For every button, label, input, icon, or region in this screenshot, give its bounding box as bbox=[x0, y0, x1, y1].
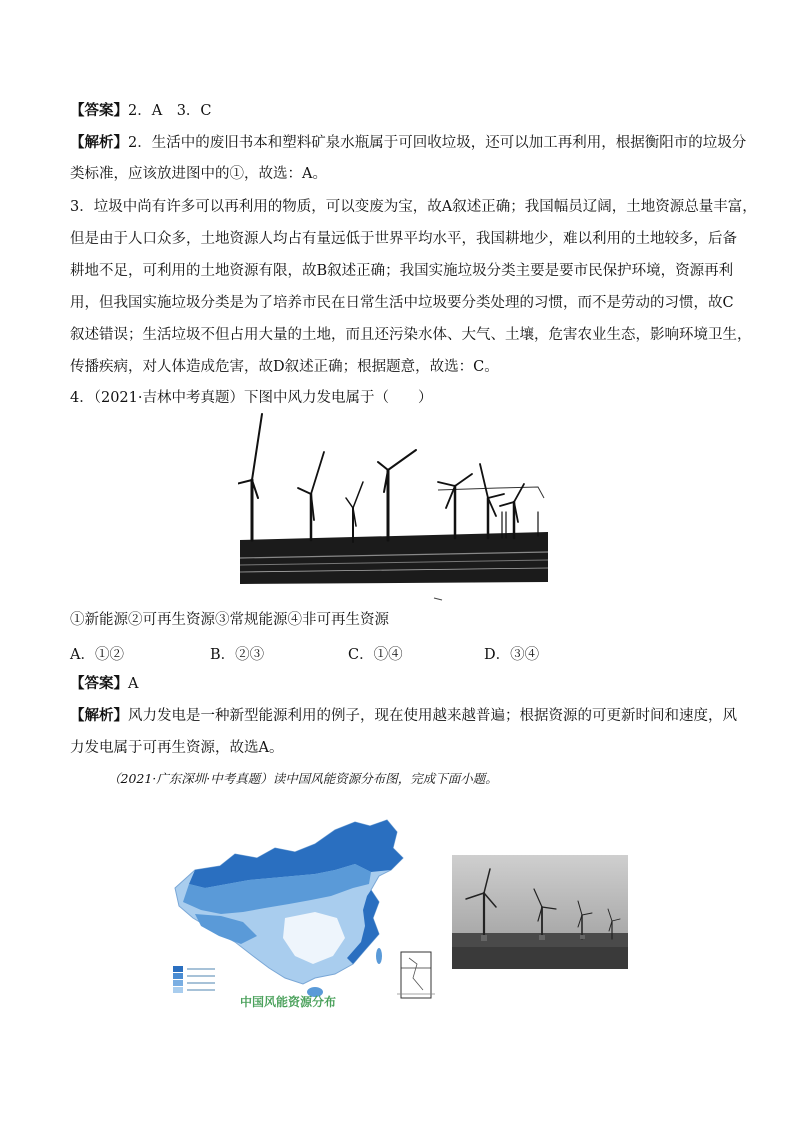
offshore-wind-photo bbox=[452, 855, 628, 969]
answer-line-2 bbox=[70, 674, 138, 694]
option-a: A．①② bbox=[70, 647, 124, 663]
analysis-line: 类标准，应该放进图中的①，故选：A。 bbox=[70, 166, 327, 182]
analysis-line: 叙述错误；生活垃圾不但占用大量的土地，而且还污染水体、大气、土壤，危害农业生态，影响环境卫生， bbox=[70, 327, 752, 343]
choices-line: ①新能源②可再生资源③常规能源④非可再生资源 bbox=[70, 612, 389, 628]
analysis-label: 【解析】 bbox=[70, 134, 128, 151]
question-stem: 4．（2021·吉林中考真题）下图中风力发电属于（ ） bbox=[70, 390, 433, 406]
option-c: C．①④ bbox=[348, 647, 403, 663]
map-caption: 中国风能资源分布 bbox=[240, 995, 337, 1009]
answer-text: 2．A 3．C bbox=[128, 103, 212, 119]
answer-label: 【答案】 bbox=[70, 102, 128, 119]
answer-text: A bbox=[128, 676, 139, 692]
analysis-line bbox=[70, 133, 746, 153]
group-intro: （2021·广东深圳·中考真题）读中国风能资源分布图，完成下面小题。 bbox=[108, 771, 498, 786]
analysis-text: 2．生活中的废旧书本和塑料矿泉水瓶属于可回收垃圾，还可以加工再利用，根据衡阳市的垃圾分 bbox=[128, 135, 747, 151]
analysis-line: 用，但我国实施垃圾分类是为了培养市民在日常生活中垃圾要分类处理的习惯，而不是劳动的习惯，故C bbox=[70, 295, 734, 311]
china-wind-map bbox=[165, 818, 435, 1018]
analysis-text: 风力发电是一种新型能源利用的例子，现在使用越来越普遍；根据资源的可更新时间和速度，风 bbox=[128, 708, 737, 724]
analysis-line: 传播疾病，对人体造成危害，故D叙述正确；根据题意，故选：C。 bbox=[70, 359, 499, 375]
wind-turbine-photo bbox=[238, 412, 550, 602]
options-row bbox=[70, 643, 630, 663]
answer-label: 【答案】 bbox=[70, 675, 128, 692]
analysis-line: 3．垃圾中尚有许多可以再利用的物质，可以变废为宝，故A叙述正确；我国幅员辽阔，土地资源总量丰富， bbox=[70, 199, 757, 215]
analysis-line: 力发电属于可再生资源，故选A。 bbox=[70, 740, 284, 756]
analysis-line: 耕地不足，可利用的土地资源有限，故B叙述正确；我国实施垃圾分类主要是要市民保护环境，资源再利 bbox=[70, 263, 734, 279]
answer-line-1 bbox=[70, 101, 212, 121]
analysis-line bbox=[70, 706, 737, 726]
option-d: D．③④ bbox=[484, 647, 540, 663]
analysis-label: 【解析】 bbox=[70, 707, 128, 724]
analysis-line: 但是由于人口众多，土地资源人均占有量远低于世界平均水平，我国耕地少，难以利用的土地较多，后备 bbox=[70, 231, 737, 247]
option-b: B．②③ bbox=[210, 647, 265, 663]
